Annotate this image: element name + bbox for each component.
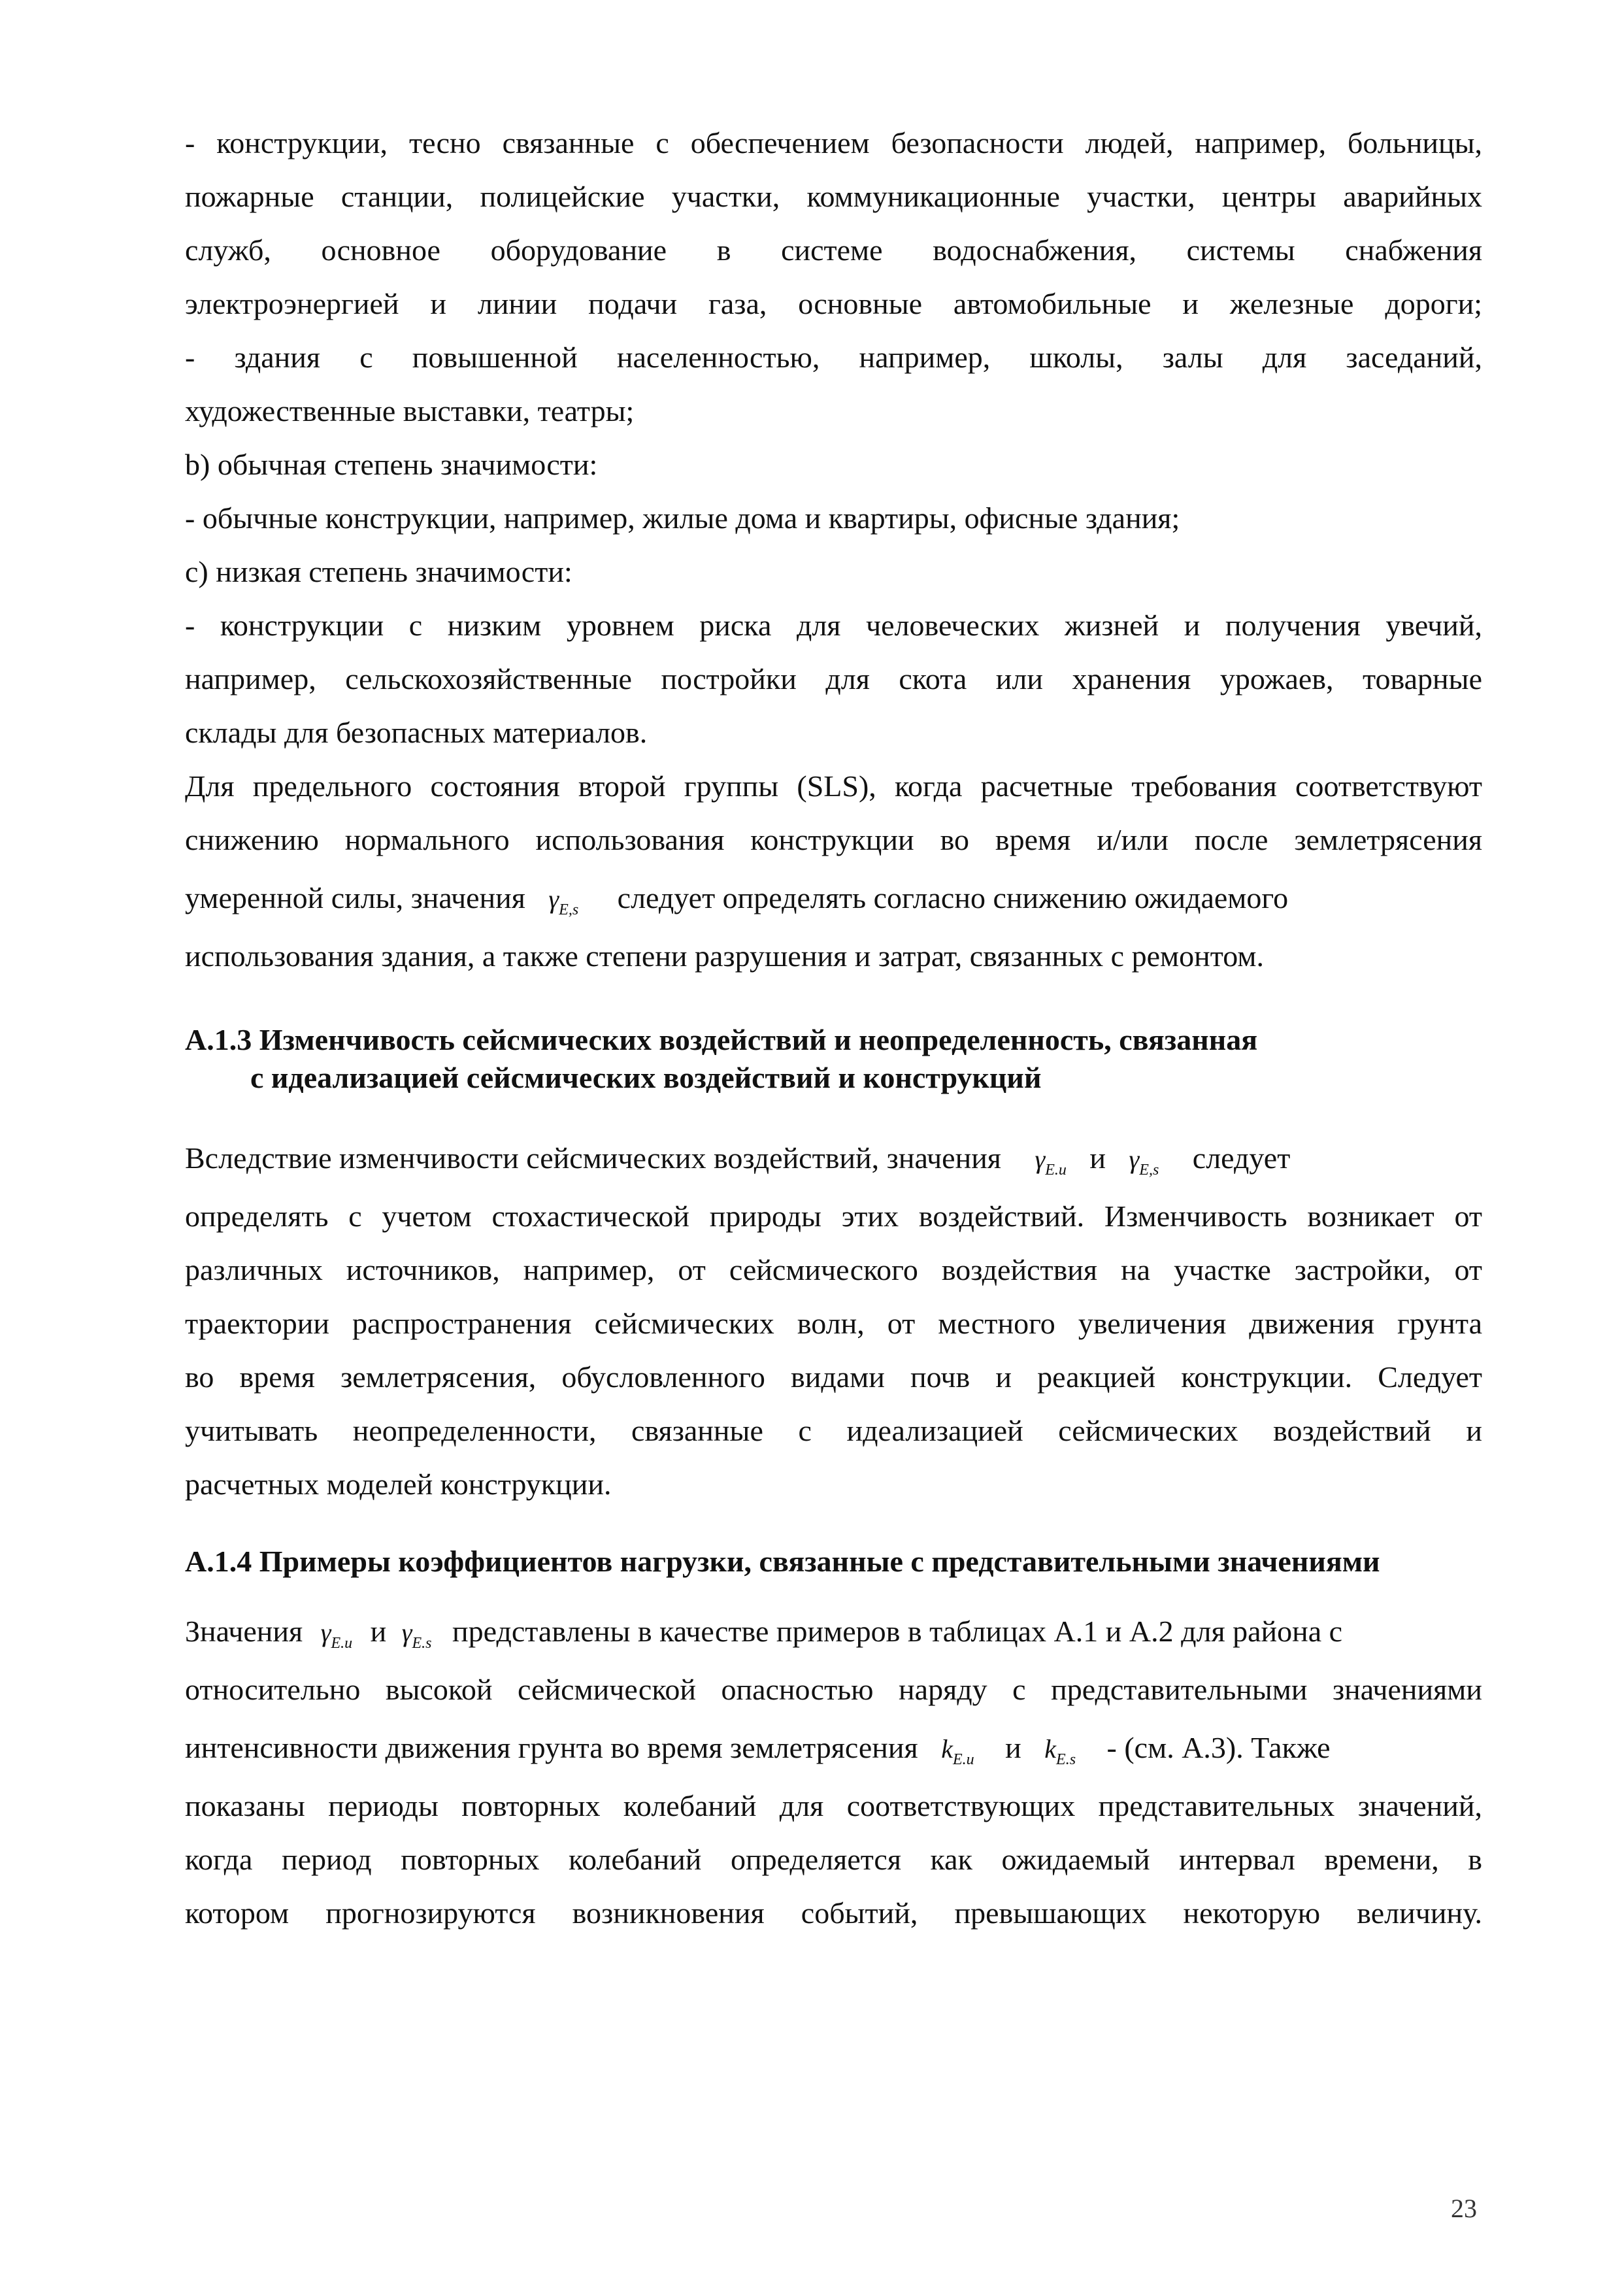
- paragraph-line: - конструкции, тесно связанные с обеспечением безопасности людей, например, больницы,: [185, 126, 1482, 159]
- section-heading-a14: [185, 1543, 1482, 1581]
- paragraph-line: служб, основное оборудование в системе водоснабжения, системы снабжения: [185, 233, 1482, 267]
- list-item-b: - обычные конструкции, например, жилые дома и квартиры, офисные здания;: [185, 501, 1180, 535]
- text-segment: умеренной силы, значения: [185, 881, 525, 914]
- paragraph-line-with-formula: [185, 1717, 1482, 1779]
- gamma-letter: γ: [401, 1618, 412, 1647]
- paragraph-line: различных источников, например, от сейсмического воздействия на участке застройки, от: [185, 1253, 1482, 1286]
- paragraph-line: Для предельного состояния второй группы (SLS), когда расчетные требования соответствуют: [185, 769, 1482, 803]
- gamma-es-symbol: [1129, 1145, 1159, 1179]
- text-segment: - (см. А.3). Также: [1106, 1731, 1331, 1764]
- paragraph-line: относительно высокой сейсмической опасностью наряду с представительными значениями: [185, 1673, 1482, 1706]
- text-segment: следует: [1192, 1141, 1291, 1175]
- paragraph-line: - конструкции с низким уровнем риска для человеческих жизней и получения увечий,: [185, 609, 1482, 642]
- text-segment: и: [370, 1615, 387, 1648]
- paragraph-line-with-formula: [185, 1127, 1482, 1190]
- gamma-eu-symbol: [1035, 1145, 1067, 1179]
- k-eu-symbol: [941, 1734, 974, 1768]
- heading-line: А.1.3 Изменчивость сейсмических воздействий и неопределенность, связанная: [185, 1023, 1258, 1056]
- paragraph-line-with-formula: [185, 867, 1482, 930]
- subscript: E.s: [412, 1635, 432, 1652]
- paragraph-line: - здания с повышенной населенностью, например, школы, залы для заседаний,: [185, 341, 1482, 374]
- paragraph-line: траектории распространения сейсмических волн, от местного увеличения движения грунта: [185, 1307, 1482, 1340]
- paragraph-line: пожарные станции, полицейские участки, коммуникационные участки, центры аварийных: [185, 180, 1482, 213]
- list-heading-b: b) обычная степень значимости:: [185, 448, 598, 481]
- subscript: E.s: [1056, 1751, 1076, 1768]
- list-heading-c: c) низкая степень значимости:: [185, 555, 572, 588]
- subscript: E.u: [331, 1635, 353, 1652]
- heading-line: А.1.4 Примеры коэффициентов нагрузки, связанные с представительными значениями: [185, 1545, 1380, 1578]
- gamma-letter: γ: [320, 1618, 331, 1647]
- k-letter: k: [941, 1734, 953, 1764]
- paragraph-line: во время землетрясения, обусловленного видами почв и реакцией конструкции. Следует: [185, 1360, 1482, 1394]
- page-number: 23: [1451, 2194, 1477, 2223]
- section-heading-a13: [185, 1021, 1482, 1097]
- paragraph-line: показаны периоды повторных колебаний для соответствующих представительных значений,: [185, 1789, 1482, 1822]
- text-segment: интенсивности движения грунта во время землетрясения: [185, 1731, 918, 1764]
- paragraph-line: снижению нормального использования конструкции во время и/или после землетрясения: [185, 823, 1482, 856]
- paragraph-line: когда период повторных колебаний определяется как ожидаемый интервал времени, в: [185, 1843, 1482, 1876]
- subscript: E.u: [1045, 1162, 1067, 1179]
- paragraph-line: например, сельскохозяйственные постройки для скота или хранения урожаев, товарные: [185, 662, 1482, 695]
- heading-line: с идеализацией сейсмических воздействий и конструкций: [250, 1061, 1042, 1094]
- text-segment: Вследствие изменчивости сейсмических воздействий, значения: [185, 1141, 1001, 1175]
- subscript: E,s: [559, 901, 579, 918]
- paragraph-line-with-formula: [185, 1600, 1482, 1663]
- gamma-es-symbol: [401, 1618, 432, 1652]
- subscript: E.u: [952, 1751, 974, 1768]
- text-segment: и: [1005, 1731, 1021, 1764]
- paragraph-line: использования здания, а также степени разрушения и затрат, связанных с ремонтом.: [185, 939, 1264, 973]
- paragraph-line: учитывать неопределенности, связанные с идеализацией сейсмических воздействий и: [185, 1414, 1482, 1447]
- page-content: [185, 116, 1482, 1940]
- paragraph-line: расчетных моделей конструкции.: [185, 1467, 612, 1501]
- gamma-letter: γ: [1035, 1145, 1046, 1174]
- gamma-letter: γ: [548, 884, 559, 914]
- gamma-eu-symbol: [320, 1618, 353, 1652]
- paragraph-line: художественные выставки, театры;: [185, 394, 635, 427]
- text-segment: Значения: [185, 1615, 303, 1648]
- text-segment: следует определять согласно снижению ожидаемого: [617, 881, 1289, 914]
- gamma-es-symbol: [548, 884, 579, 918]
- paragraph-line: определять с учетом стохастической природы этих воздействий. Изменчивость возникает от: [185, 1199, 1482, 1233]
- paragraph-line: склады для безопасных материалов.: [185, 716, 648, 749]
- k-es-symbol: [1044, 1734, 1076, 1768]
- paragraph-line: котором прогнозируются возникновения событий, превышающих некоторую величину.: [185, 1896, 1482, 1930]
- gamma-letter: γ: [1129, 1145, 1140, 1174]
- k-letter: k: [1044, 1734, 1057, 1764]
- paragraph-line: электроэнергией и линии подачи газа, основные автомобильные и железные дороги;: [185, 287, 1482, 320]
- subscript: E,s: [1139, 1162, 1159, 1179]
- text-segment: и: [1089, 1141, 1106, 1175]
- text-segment: представлены в качестве примеров в таблицах А.1 и А.2 для района с: [452, 1615, 1343, 1648]
